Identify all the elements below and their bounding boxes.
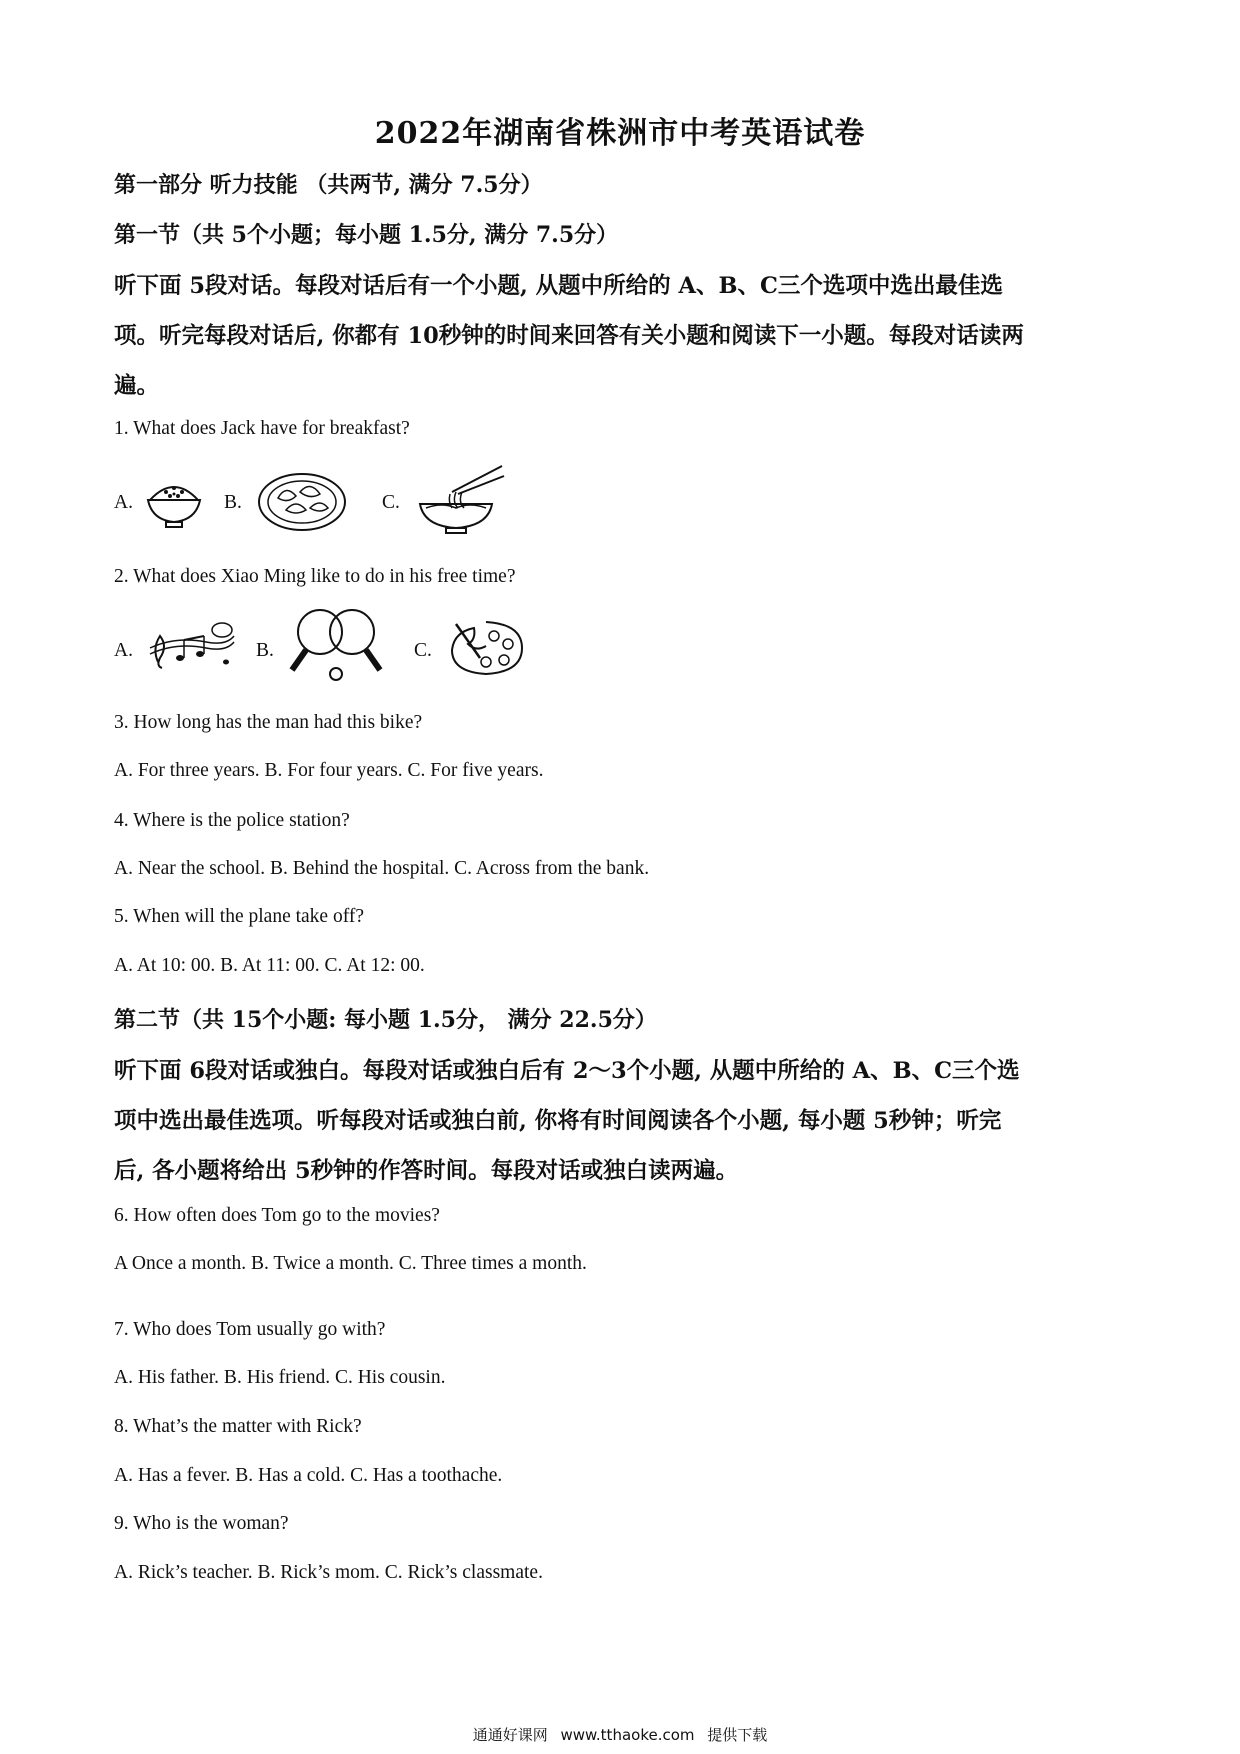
question-6-options: A Once a month. B. Twice a month. C. Three times a month. (114, 1253, 587, 1274)
option-b-label: B. (224, 492, 242, 513)
question-8: 8. What’s the matter with Rick? (114, 1416, 362, 1437)
question-5: 5. When will the plane take off? (114, 906, 364, 927)
question-3-options: A. For three years. B. For four years. C. For five years. (114, 760, 544, 781)
option-c-label: C. (414, 640, 432, 661)
question-7: 7. Who does Tom usually go with? (114, 1319, 386, 1340)
section1-instructions-line: 项。听完每段对话后, 你都有 10秒钟的时间来回答有关小题和阅读下一小题。每段对话读两 (114, 323, 1024, 349)
question-6: 6. How often does Tom go to the movies? (114, 1205, 440, 1226)
section1-instructions-line: 听下面 5段对话。每段对话后有一个小题, 从题中所给的 A、B、C三个选项中选出最佳选 (114, 273, 1003, 299)
question-1: 1. What does Jack have for breakfast? (114, 418, 410, 439)
question-3: 3. How long has the man had this bike? (114, 712, 423, 733)
section2-instructions-line: 后, 各小题将给出 5秒钟的作答时间。每段对话或独白读两遍。 (114, 1158, 739, 1184)
noodles-bowl-icon (412, 462, 508, 536)
page-footer (0, 1724, 1240, 1745)
option-a-label: A. (114, 492, 133, 513)
question-9-options: A. Rick’s teacher. B. Rick’s mom. C. Rick’s classmate. (114, 1562, 543, 1583)
section2-instructions-line: 听下面 6段对话或独白。每段对话或独白后有 2～3个小题, 从题中所给的 A、B、C三个选 (114, 1058, 1020, 1084)
paint-palette-icon (446, 618, 526, 678)
section1-instructions-line: 遍。 (114, 373, 160, 399)
ping-pong-paddles-icon (288, 606, 384, 686)
footer-site-name: 通通好课网 (472, 1726, 548, 1744)
question-1-options (114, 462, 534, 542)
section1-heading: 第一节（共 5个小题；每小题 1.5分, 满分 7.5分） (114, 222, 619, 248)
question-9: 9. Who is the woman? (114, 1513, 289, 1534)
question-8-options: A. Has a fever. B. Has a cold. C. Has a toothache. (114, 1465, 503, 1486)
page-title: 2022年湖南省株洲市中考英语试卷 (374, 116, 866, 151)
footer-url[interactable]: www.tthaoke.com (560, 1726, 695, 1744)
question-5-options: A. At 10: 00. B. At 11: 00. C. At 12: 00. (114, 955, 425, 976)
question-4: 4. Where is the police station? (114, 810, 350, 831)
question-2: 2. What does Xiao Ming like to do in his free time? (114, 566, 516, 587)
music-notes-icon (146, 618, 238, 676)
footer-suffix: 提供下载 (707, 1726, 768, 1744)
section2-instructions-line: 项中选出最佳选项。听每段对话或独白前, 你将有时间阅读各个小题, 每小题 5秒钟；听完 (114, 1108, 1002, 1134)
part1-heading: 第一部分 听力技能 （共两节, 满分 7.5分） (114, 172, 543, 198)
rice-bowl-icon (144, 472, 204, 530)
question-4-options: A. Near the school. B. Behind the hospital. C. Across from the bank. (114, 858, 650, 879)
option-c-label: C. (382, 492, 400, 513)
option-b-label: B. (256, 640, 274, 661)
question-2-options (114, 606, 554, 686)
section2-heading: 第二节（共 15个小题: 每小题 1.5分， 满分 22.5分） (114, 1007, 657, 1033)
option-a-label: A. (114, 640, 133, 661)
question-7-options: A. His father. B. His friend. C. His cousin. (114, 1367, 446, 1388)
dumplings-plate-icon (256, 468, 348, 534)
